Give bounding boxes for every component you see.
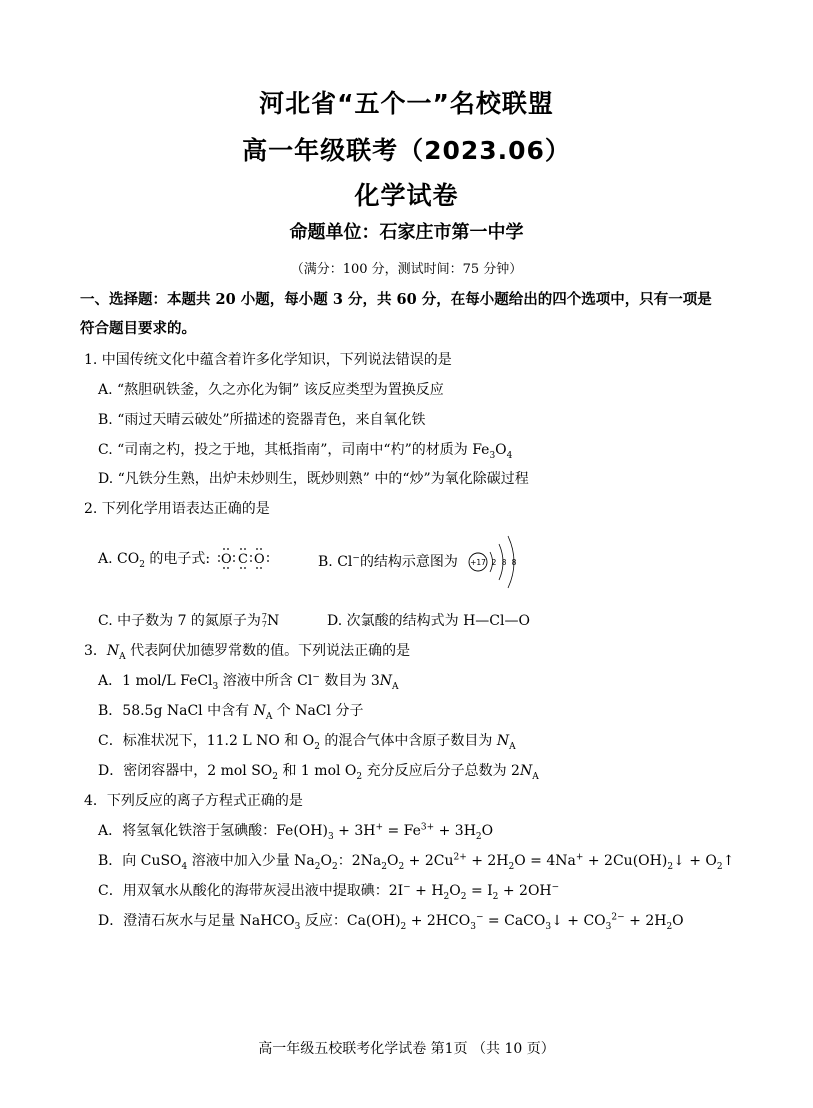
q1-option-c: C. “司南之杓，投之于地，其柢指南”，司南中“杓”的材质为 $Fe_3O_4$	[98, 442, 513, 461]
svg-text:C: C	[237, 552, 248, 567]
q1-option-b: B. “雨过天晴云破处”所描述的瓷器青色，来自氧化铁	[98, 412, 426, 428]
q1-option-c-text: C. “司南之杓，投之于地，其柢指南”，司南中“杓”的材质为 Fe	[98, 442, 490, 458]
q4-option-b: B．向 CuSO$_4$ 溶液中加入少量 $Na_2O_2$：$2Na_2O_2 + 2Cu^{2+} + 2H_2O = 4Na^+$ + $2Cu(OH)_2↓$ + $O_2↑$	[98, 852, 735, 872]
q2-option-d: D. 次氯酸的结构式为 H—Cl—O	[327, 613, 530, 629]
q2-option-a-label: A. CO	[98, 551, 140, 567]
q3-option-a: A．1 mol/L FeCl$_3$ 溶液中所含 Cl− 数目为 $3N_A$	[98, 672, 399, 692]
exam-title-grade: 高一年级联考（2023.06）	[242, 136, 571, 165]
q3-stem: 3．$N_A$ 代表阿伏加德罗常数的值。下列说法正确的是	[84, 643, 411, 662]
q2-option-b-label: B. Cl	[318, 554, 353, 570]
isotope-mass-number: 7	[261, 612, 268, 621]
shell-1-electrons: 2	[492, 558, 497, 567]
q4-option-d: D．澄清石灰水与足量 NaHCO$_3$ 反应：$Ca(OH)_2 + 2HCO_3^-$ = CaCO$_3$↓ + $CO_3^{2-} + 2H_2O$	[98, 912, 684, 932]
section-heading-line2: 符合题目要求的。	[80, 320, 196, 337]
chlorine-ion-structure-diagram	[464, 532, 530, 592]
q3-option-d: D．密闭容器中，2 mol $SO_2$ 和 1 mol $O_2$ 充分反应后分子总数为 $2N_A$	[98, 763, 539, 782]
q4-d-text-2: 反应：Ca(OH)	[300, 913, 401, 929]
q4-option-c: C．用双氧水从酸化的海带灰浸出液中提取碘：$2I^- + H_2O_2 = I_2 + 2OH^-$	[98, 882, 560, 902]
q4-c-text: C．用双氧水从酸化的海带灰浸出液中提取碘：2I	[98, 883, 404, 899]
q3-option-c: C．标准状况下，11.2 L NO 和 $O_2$ 的混合气体中含原子数目为 $N_A$	[98, 733, 516, 752]
q3-c-text-1: C．标准状况下，11.2 L NO 和 O	[98, 733, 315, 749]
q1-option-a: A. “熬胆矾铁釜，久之亦化为铜” 该反应类型为置换反应	[98, 382, 444, 398]
q2-stem: 2. 下列化学用语表达正确的是	[84, 501, 270, 517]
q3-a-text-3: 数目为 3	[319, 673, 380, 689]
q3-d-text-3: 充分反应后分子总数为 2	[362, 763, 520, 779]
exam-title-league: 河北省“五个一”名校联盟	[259, 89, 554, 118]
q1-stem: 1. 中国传统文化中蕴含着许多化学知识，下列说法错误的是	[84, 352, 452, 368]
q2-option-a-text: 的电子式:	[144, 551, 211, 567]
q3-a-text-1: A．1 mol/L FeCl	[98, 673, 213, 689]
q4-d-text-1: D．澄清石灰水与足量 NaHCO	[98, 913, 295, 929]
svg-text:O: O	[253, 552, 265, 567]
exam-meta: （满分：100 分，测试时间：75 分钟）	[290, 262, 523, 277]
q3-b-text-1: B．58.5g NaCl 中含有	[98, 703, 254, 719]
section-heading-line1: 一、选择题：本题共 20 小题，每小题 3 分，共 60 分，在每小题给出的四个选项中，只有一项是	[80, 291, 712, 308]
section-heading	[80, 285, 740, 343]
q3-a-text-2: 溶液中所含 Cl	[218, 673, 313, 689]
shell-3-electrons: 8	[512, 558, 517, 567]
q3-d-text-2: 和 1 mol O	[278, 763, 357, 779]
q2-option-a: A. $CO_2$ 的电子式: O C O	[98, 546, 271, 572]
q4-option-a: A．将氢氧化铁溶于氢碘酸：$Fe(OH)_3 + 3H^+ = Fe^{3+} + 3H_2O$	[98, 822, 494, 842]
q2-option-c-text: C. 中子数为 7 的氮原子为	[98, 613, 261, 629]
q3-option-b: B．58.5g NaCl 中含有 $N_A$ 个 NaCl 分子	[98, 703, 364, 722]
nucleus-charge: +17	[470, 558, 487, 567]
co2-electron-formula	[217, 546, 271, 572]
q3-d-text-1: D．密闭容器中，2 mol SO	[98, 763, 273, 779]
q2-option-c	[98, 610, 279, 630]
exam-setter: 命题单位：石家庄市第一中学	[289, 222, 524, 243]
q2-option-b-text: 的结构示意图为	[359, 554, 458, 570]
shell-2-electrons: 8	[502, 558, 507, 567]
page-footer: 高一年级五校联考化学试卷 第1页 （共 10 页）	[258, 1041, 555, 1057]
q4-b-text: B．向 CuSO	[98, 853, 182, 869]
isotope-atomic-number: 7	[261, 620, 268, 629]
q2-option-b: B. Cl−的结构示意图为 +17 2 8 8	[318, 532, 530, 592]
q3-stem-text: 代表阿伏加德罗常数的值。下列说法正确的是	[130, 643, 411, 659]
q4-stem: 4．下列反应的离子方程式正确的是	[84, 793, 303, 809]
isotope-element: N	[267, 613, 280, 629]
q1-option-d: D. “凡铁分生熟，出炉未炒则生，既炒则熟” 中的“炒”为氧化除碳过程	[98, 471, 529, 487]
exam-title-subject: 化学试卷	[354, 181, 459, 210]
q3-b-text-2: 个 NaCl 分子	[272, 703, 364, 719]
q3-c-text-2: 的混合气体中含原子数目为	[319, 733, 497, 749]
q4-a-text: A．将氢氧化铁溶于氢碘酸：Fe(OH)	[98, 823, 328, 839]
svg-text:O: O	[220, 552, 232, 567]
